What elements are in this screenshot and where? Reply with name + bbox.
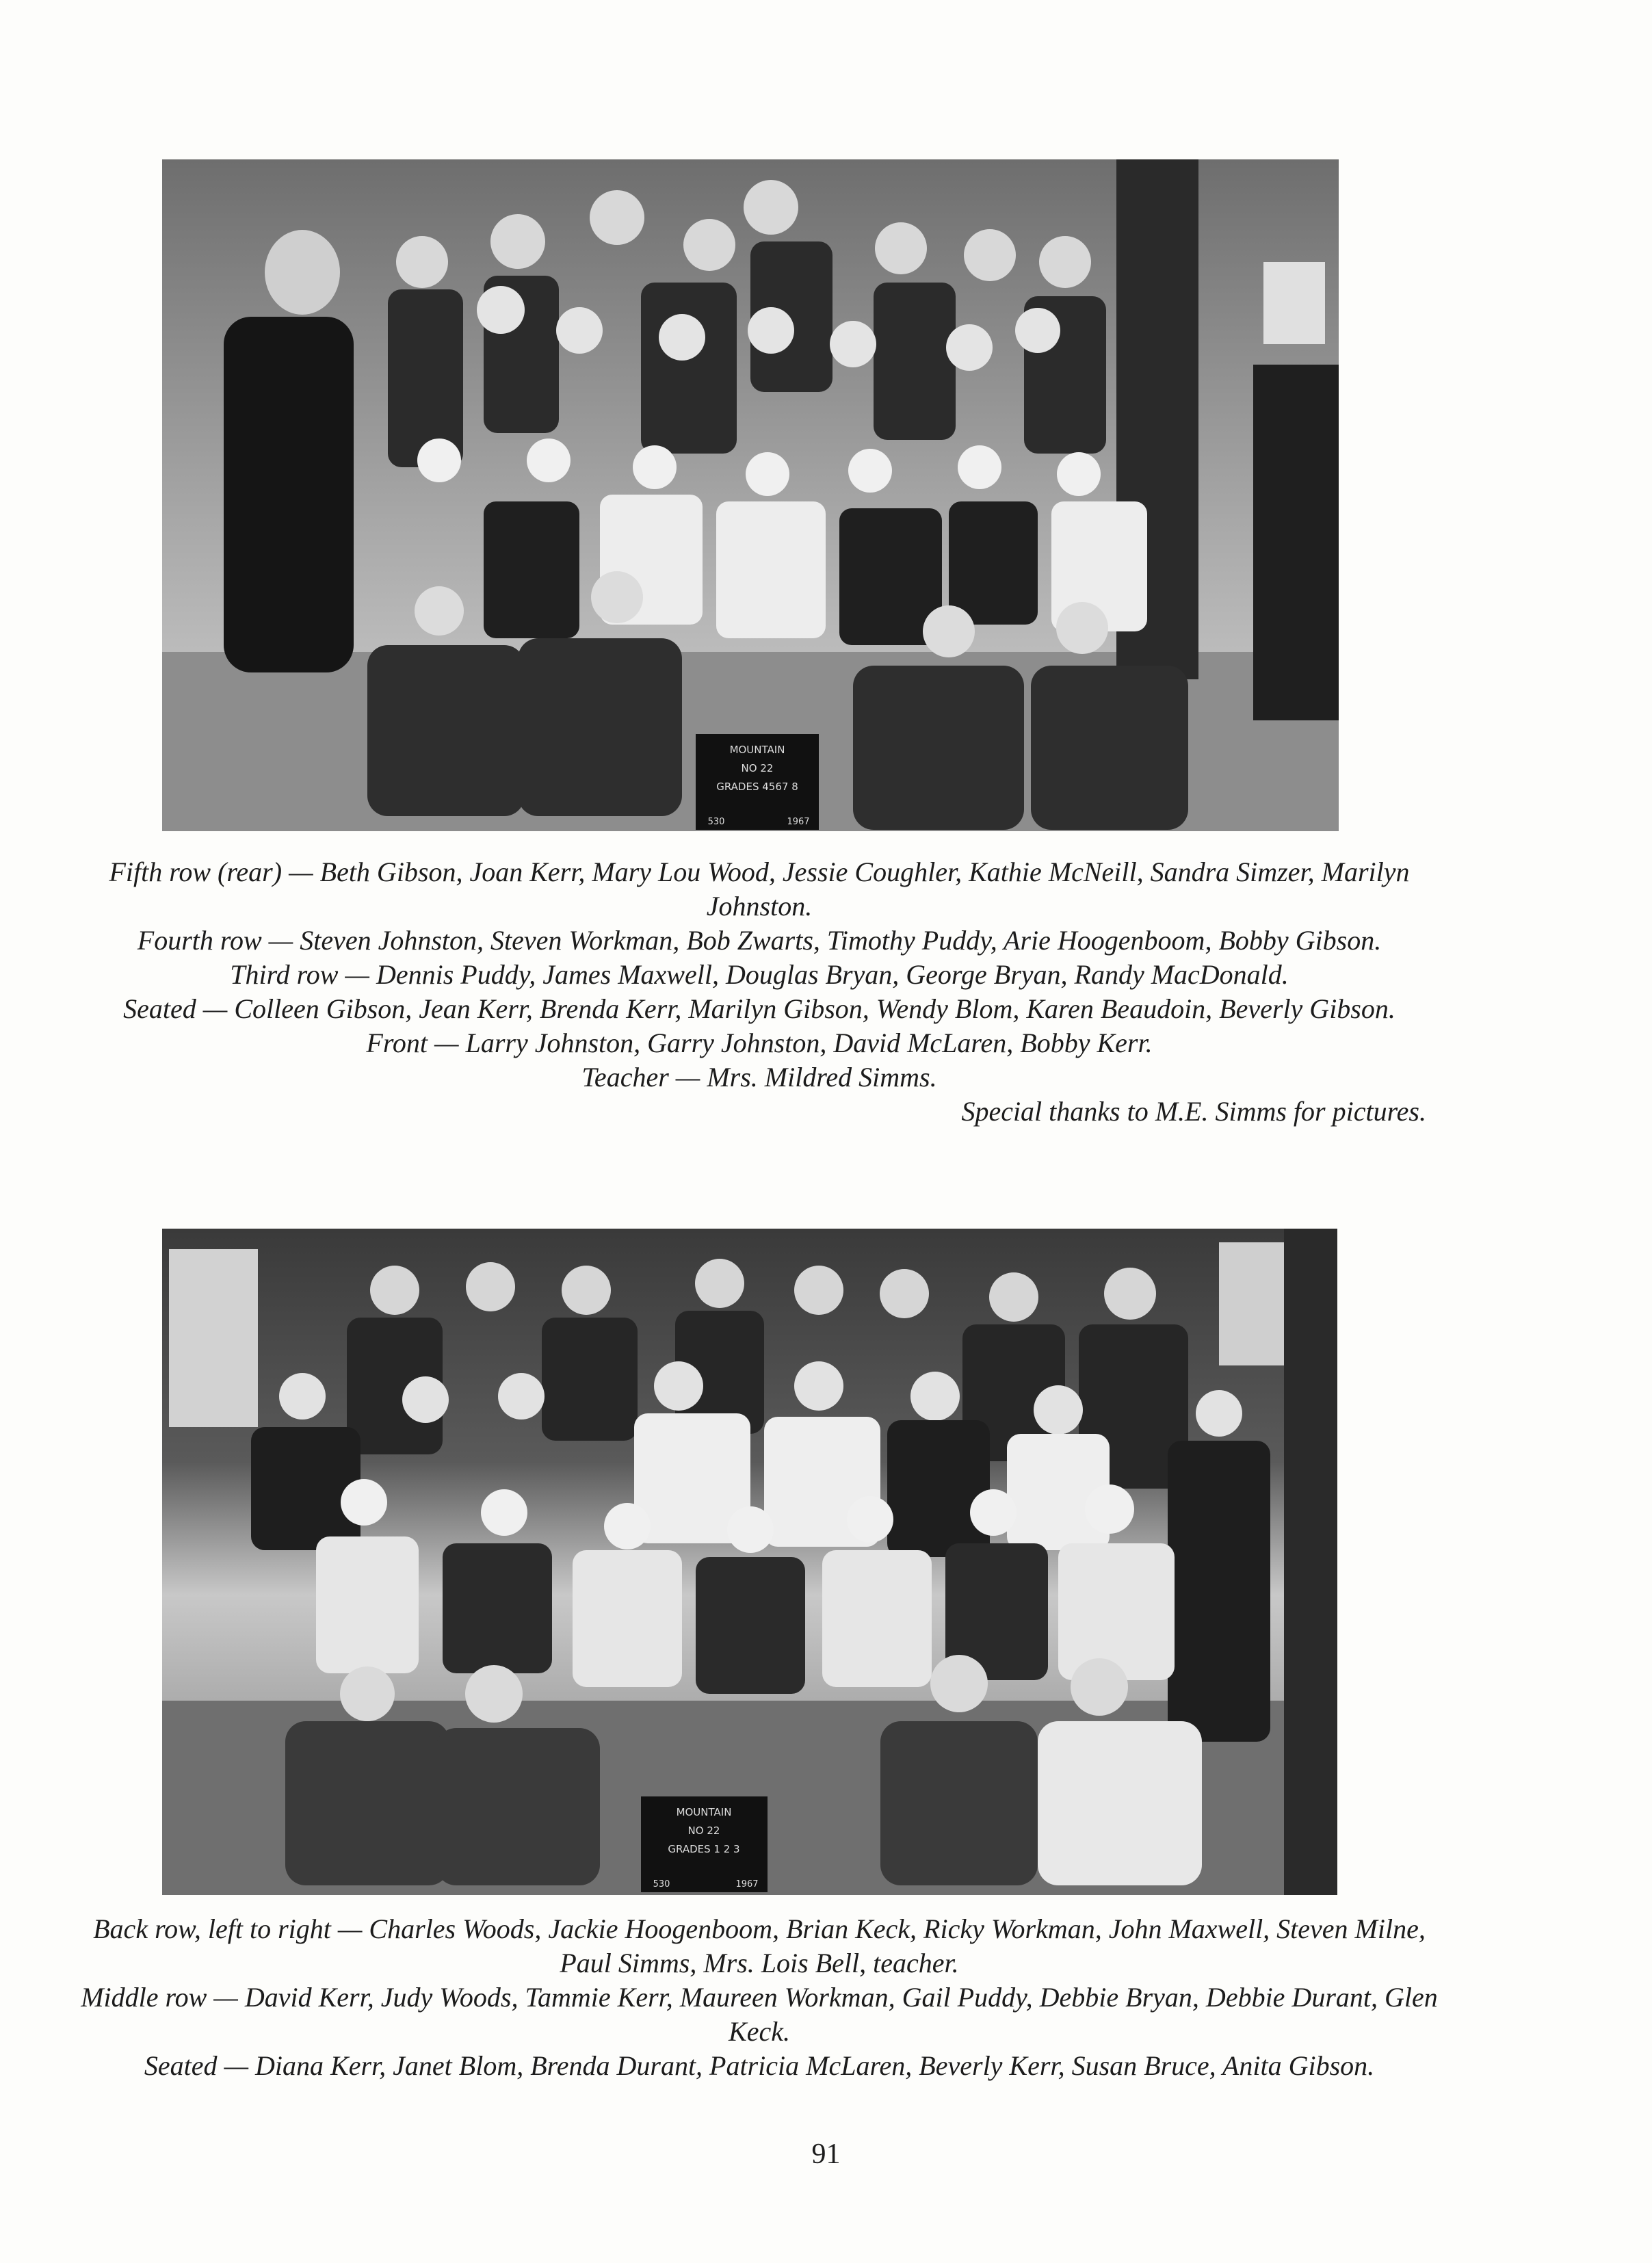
sign-year: 1967 (735, 1879, 759, 1889)
sign-line2: NO 22 (687, 1824, 720, 1837)
caption-third-row: Third row — Dennis Puddy, James Maxwell, Douglas Bryan, George Bryan, Randy MacDonald. (230, 959, 1289, 990)
caption-seated: Seated — Diana Kerr, Janet Blom, Brenda Durant, Patricia McLaren, Beverly Kerr, Susan Bruce, Anita Gibson. (144, 2050, 1375, 2081)
sign-line3: GRADES 1 2 3 (668, 1843, 740, 1855)
sign-year: 1967 (787, 817, 810, 827)
class-photo-grades-4-8 (162, 159, 1339, 831)
caption-teacher: Teacher — Mrs. Mildred Simms. (581, 1062, 937, 1093)
sign-line3: GRADES 4567 8 (716, 781, 798, 793)
photo-image (162, 159, 1339, 831)
caption-grades-1-3 (75, 1912, 1443, 2083)
sign-line2: NO 22 (741, 762, 774, 774)
class-photo-grades-1-3 (162, 1229, 1337, 1895)
caption-fifth-row: Fifth row (rear) — Beth Gibson, Joan Kerr, Mary Lou Wood, Jessie Coughler, Kathie McNeill, Sandra Simzer, Marilyn Johnston. (109, 856, 1410, 921)
photo-credit: Special thanks to M.E. Simms for pictures. (961, 1096, 1426, 1127)
caption-back-row: Back row, left to right — Charles Woods, Jackie Hoogenboom, Brian Keck, Ricky Workman, John Maxwell, Steven Milne, Paul Simms, Mrs. Lois Bell, teacher. (93, 1913, 1426, 1978)
caption-middle-row: Middle row — David Kerr, Judy Woods, Tammie Kerr, Maureen Workman, Gail Puddy, Debbie Bryan, Debbie Durant, Glen Keck. (81, 1982, 1438, 2047)
page-number: 91 (811, 2138, 841, 2170)
sign-line1: MOUNTAIN (729, 744, 785, 756)
sign-number: 530 (707, 817, 725, 827)
sign-line1: MOUNTAIN (676, 1806, 732, 1818)
caption-front: Front — Larry Johnston, Garry Johnston, David McLaren, Bobby Kerr. (366, 1028, 1153, 1058)
photo-image (162, 1229, 1337, 1895)
caption-grades-4-8 (75, 855, 1443, 1129)
sign-number: 530 (653, 1879, 670, 1889)
caption-seated: Seated — Colleen Gibson, Jean Kerr, Brenda Kerr, Marilyn Gibson, Wendy Blom, Karen Beaudoin, Beverly Gibson. (123, 993, 1395, 1024)
caption-fourth-row: Fourth row — Steven Johnston, Steven Workman, Bob Zwarts, Timothy Puddy, Arie Hoogenboom, Bobby Gibson. (137, 925, 1382, 956)
